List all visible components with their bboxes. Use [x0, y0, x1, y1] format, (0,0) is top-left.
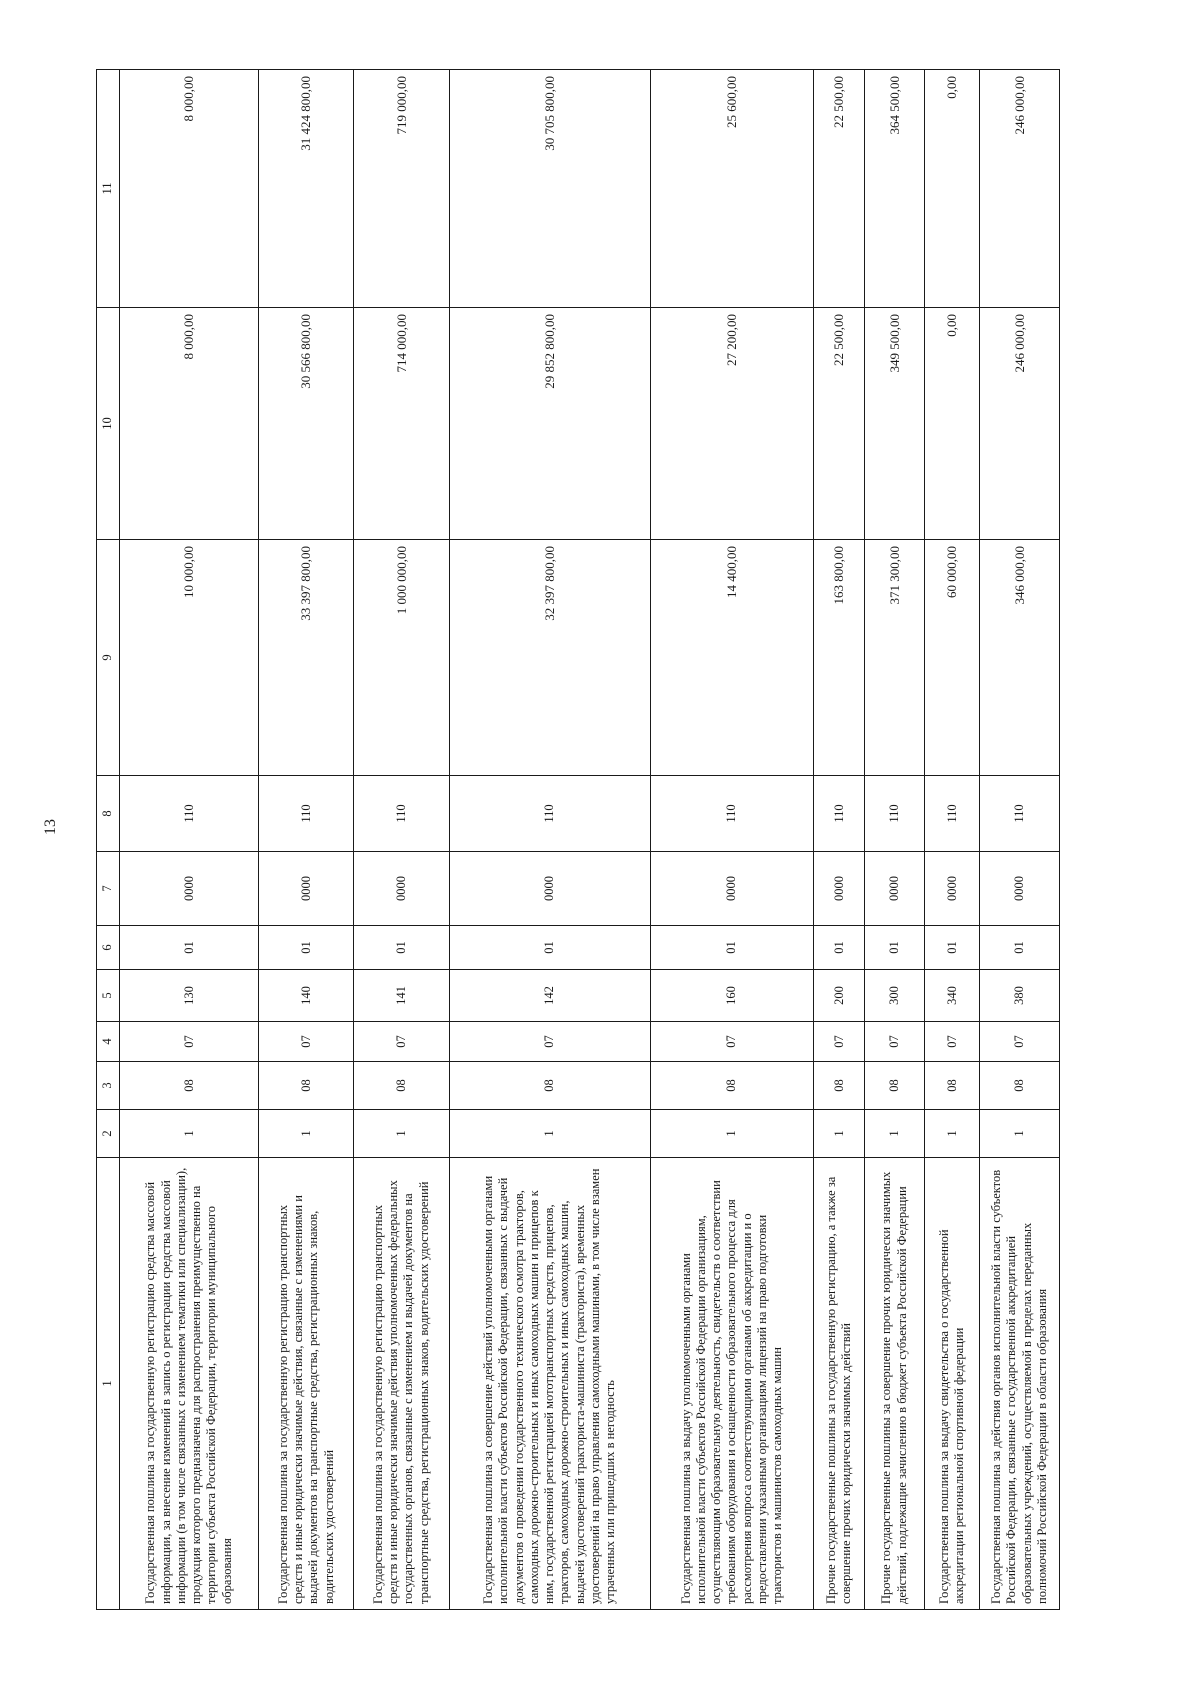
row-description: Государственная пошлина за выдачу свидетельства о государственной аккредитации региональной спортивной федерации — [925, 1158, 980, 1610]
amount-cell: 14 400,00 — [650, 540, 814, 776]
code-cell: 110 — [120, 776, 259, 852]
amount-cell: 22 500,00 — [814, 70, 865, 308]
code-cell: 200 — [814, 970, 865, 1022]
amount-cell: 364 500,00 — [865, 70, 925, 308]
table-row — [980, 70, 1060, 1610]
code-cell: 07 — [865, 1022, 925, 1062]
amount-cell: 0,00 — [925, 70, 980, 308]
column-header: 2 — [97, 1110, 120, 1158]
column-header: 6 — [97, 926, 120, 970]
column-header: 3 — [97, 1062, 120, 1110]
table-row — [120, 70, 259, 1610]
code-cell: 01 — [925, 926, 980, 970]
amount-cell: 31 424 800,00 — [259, 70, 354, 308]
code-cell: 110 — [980, 776, 1060, 852]
row-description: Государственная пошлина за действия органов исполнительной власти субъектов Российской Федерации, связанные с государственной аккредитацией образовательных учреждений, осуществляемой в пределах переданных полномочий Российской Федерации в области образования — [980, 1158, 1060, 1610]
column-header: 10 — [97, 308, 120, 540]
code-cell: 07 — [449, 1022, 650, 1062]
amount-cell: 349 500,00 — [865, 308, 925, 540]
code-cell: 160 — [650, 970, 814, 1022]
code-cell: 380 — [980, 970, 1060, 1022]
column-header: 11 — [97, 70, 120, 308]
amount-cell: 371 300,00 — [865, 540, 925, 776]
code-cell: 0000 — [865, 852, 925, 926]
table-row — [449, 70, 650, 1610]
table-row — [259, 70, 354, 1610]
amount-cell: 22 500,00 — [814, 308, 865, 540]
code-cell: 1 — [814, 1110, 865, 1158]
code-cell: 0000 — [354, 852, 449, 926]
code-cell: 110 — [814, 776, 865, 852]
code-cell: 0000 — [449, 852, 650, 926]
code-cell: 1 — [925, 1110, 980, 1158]
column-header: 5 — [97, 970, 120, 1022]
amount-cell: 714 000,00 — [354, 308, 449, 540]
code-cell: 01 — [259, 926, 354, 970]
code-cell: 08 — [120, 1062, 259, 1110]
amount-cell: 8 000,00 — [120, 308, 259, 540]
code-cell: 08 — [449, 1062, 650, 1110]
column-header: 8 — [97, 776, 120, 852]
table-row — [814, 70, 865, 1610]
code-cell: 01 — [865, 926, 925, 970]
table-row — [650, 70, 814, 1610]
code-cell: 110 — [925, 776, 980, 852]
code-cell: 1 — [259, 1110, 354, 1158]
code-cell: 07 — [354, 1022, 449, 1062]
table-row — [925, 70, 980, 1610]
code-cell: 08 — [259, 1062, 354, 1110]
code-cell: 07 — [814, 1022, 865, 1062]
header-row — [97, 70, 120, 1610]
code-cell: 340 — [925, 970, 980, 1022]
code-cell: 08 — [650, 1062, 814, 1110]
code-cell: 07 — [925, 1022, 980, 1062]
code-cell: 01 — [814, 926, 865, 970]
code-cell: 07 — [120, 1022, 259, 1062]
code-cell: 08 — [354, 1062, 449, 1110]
code-cell: 0000 — [120, 852, 259, 926]
amount-cell: 60 000,00 — [925, 540, 980, 776]
table-row — [354, 70, 449, 1610]
code-cell: 1 — [354, 1110, 449, 1158]
code-cell: 07 — [980, 1022, 1060, 1062]
amount-cell: 246 000,00 — [980, 70, 1060, 308]
amount-cell: 33 397 800,00 — [259, 540, 354, 776]
code-cell: 140 — [259, 970, 354, 1022]
amount-cell: 0,00 — [925, 308, 980, 540]
code-cell: 01 — [650, 926, 814, 970]
amount-cell: 346 000,00 — [980, 540, 1060, 776]
code-cell: 0000 — [980, 852, 1060, 926]
code-cell: 01 — [449, 926, 650, 970]
column-header: 9 — [97, 540, 120, 776]
column-header: 7 — [97, 852, 120, 926]
code-cell: 130 — [120, 970, 259, 1022]
code-cell: 01 — [980, 926, 1060, 970]
code-cell: 0000 — [650, 852, 814, 926]
code-cell: 1 — [980, 1110, 1060, 1158]
row-description: Государственная пошлина за совершение действий уполномоченными органами исполнительной власти субъектов Российской Федерации, связанных с выдачей документов о проведении государственного технического осмотра тракторов, самоходных дорожно-строительных и иных самоходных машин и прицепов к ним, государственной регистрацией мототранспортных средств, прицепов, тракторов, самоходных дорожно-строительных и иных самоходных машин, выдачей удостоверений тракториста-машиниста (тракториста), временных удостоверений на право управления самоходными машинами, в том числе взамен утраченных или пришедших в негодность — [449, 1158, 650, 1610]
amount-cell: 29 852 800,00 — [449, 308, 650, 540]
amount-cell: 27 200,00 — [650, 308, 814, 540]
amount-cell: 8 000,00 — [120, 70, 259, 308]
amount-cell: 163 800,00 — [814, 540, 865, 776]
amount-cell: 719 000,00 — [354, 70, 449, 308]
amount-cell: 32 397 800,00 — [449, 540, 650, 776]
amount-cell: 30 705 800,00 — [449, 70, 650, 308]
code-cell: 110 — [259, 776, 354, 852]
code-cell: 07 — [650, 1022, 814, 1062]
code-cell: 01 — [120, 926, 259, 970]
code-cell: 0000 — [925, 852, 980, 926]
code-cell: 1 — [120, 1110, 259, 1158]
column-header: 1 — [97, 1158, 120, 1610]
code-cell: 110 — [354, 776, 449, 852]
code-cell: 300 — [865, 970, 925, 1022]
code-cell: 1 — [865, 1110, 925, 1158]
row-description: Прочие государственные пошлины за совершение прочих юридически значимых действий, подлежащие зачислению в бюджет субъекта Российской Федерации — [865, 1158, 925, 1610]
code-cell: 08 — [925, 1062, 980, 1110]
code-cell: 110 — [650, 776, 814, 852]
code-cell: 0000 — [814, 852, 865, 926]
amount-cell: 30 566 800,00 — [259, 308, 354, 540]
page-number: 13 — [42, 819, 59, 835]
code-cell: 08 — [980, 1062, 1060, 1110]
row-description: Государственная пошлина за государственную регистрацию транспортных средств и иные юридически значимые действия уполномоченных федеральных государственных органов, связанные с изменением и выдачей документов на транспортные средства, регистрационных знаков, водительских удостоверений — [354, 1158, 449, 1610]
code-cell: 08 — [814, 1062, 865, 1110]
code-cell: 142 — [449, 970, 650, 1022]
row-description: Государственная пошлина за выдачу уполномоченными органами исполнительной власти субъектов Российской Федерации организациям, осуществляющим образовательную деятельность, свидетельств о соответствии требованиям оборудования и оснащенности образовательного процесса для рассмотрения вопроса соответствующими органами об аккредитации и о предоставлении указанным организациям лицензий на право подготовки трактористов и машинистов самоходных машин — [650, 1158, 814, 1610]
column-header: 4 — [97, 1022, 120, 1062]
rotated-table-container — [96, 70, 1060, 1610]
code-cell: 0000 — [259, 852, 354, 926]
row-description: Прочие государственные пошлины за государственную регистрацию, а также за совершение прочих юридически значимых действий — [814, 1158, 865, 1610]
row-description: Государственная пошлина за государственную регистрацию транспортных средств и иные юридически значимые действия, связанные с изменениями и выдачей документов на транспортные средства, регистрационных знаков, водительских удостоверений — [259, 1158, 354, 1610]
code-cell: 01 — [354, 926, 449, 970]
row-description: Государственная пошлина за государственную регистрацию средства массовой информации, за внесение изменений в запись о регистрации средства массовой информации (в том числе связанных с изменением тематики или специализации), продукция которого предназначена для распространения преимущественно на территории субъекта Российской Федерации, территории муниципального образования — [120, 1158, 259, 1610]
amount-cell: 25 600,00 — [650, 70, 814, 308]
budget-table — [96, 69, 1060, 1610]
code-cell: 141 — [354, 970, 449, 1022]
code-cell: 1 — [449, 1110, 650, 1158]
code-cell: 110 — [865, 776, 925, 852]
amount-cell: 10 000,00 — [120, 540, 259, 776]
code-cell: 08 — [865, 1062, 925, 1110]
code-cell: 110 — [449, 776, 650, 852]
amount-cell: 1 000 000,00 — [354, 540, 449, 776]
code-cell: 1 — [650, 1110, 814, 1158]
table-row — [865, 70, 925, 1610]
amount-cell: 246 000,00 — [980, 308, 1060, 540]
code-cell: 07 — [259, 1022, 354, 1062]
